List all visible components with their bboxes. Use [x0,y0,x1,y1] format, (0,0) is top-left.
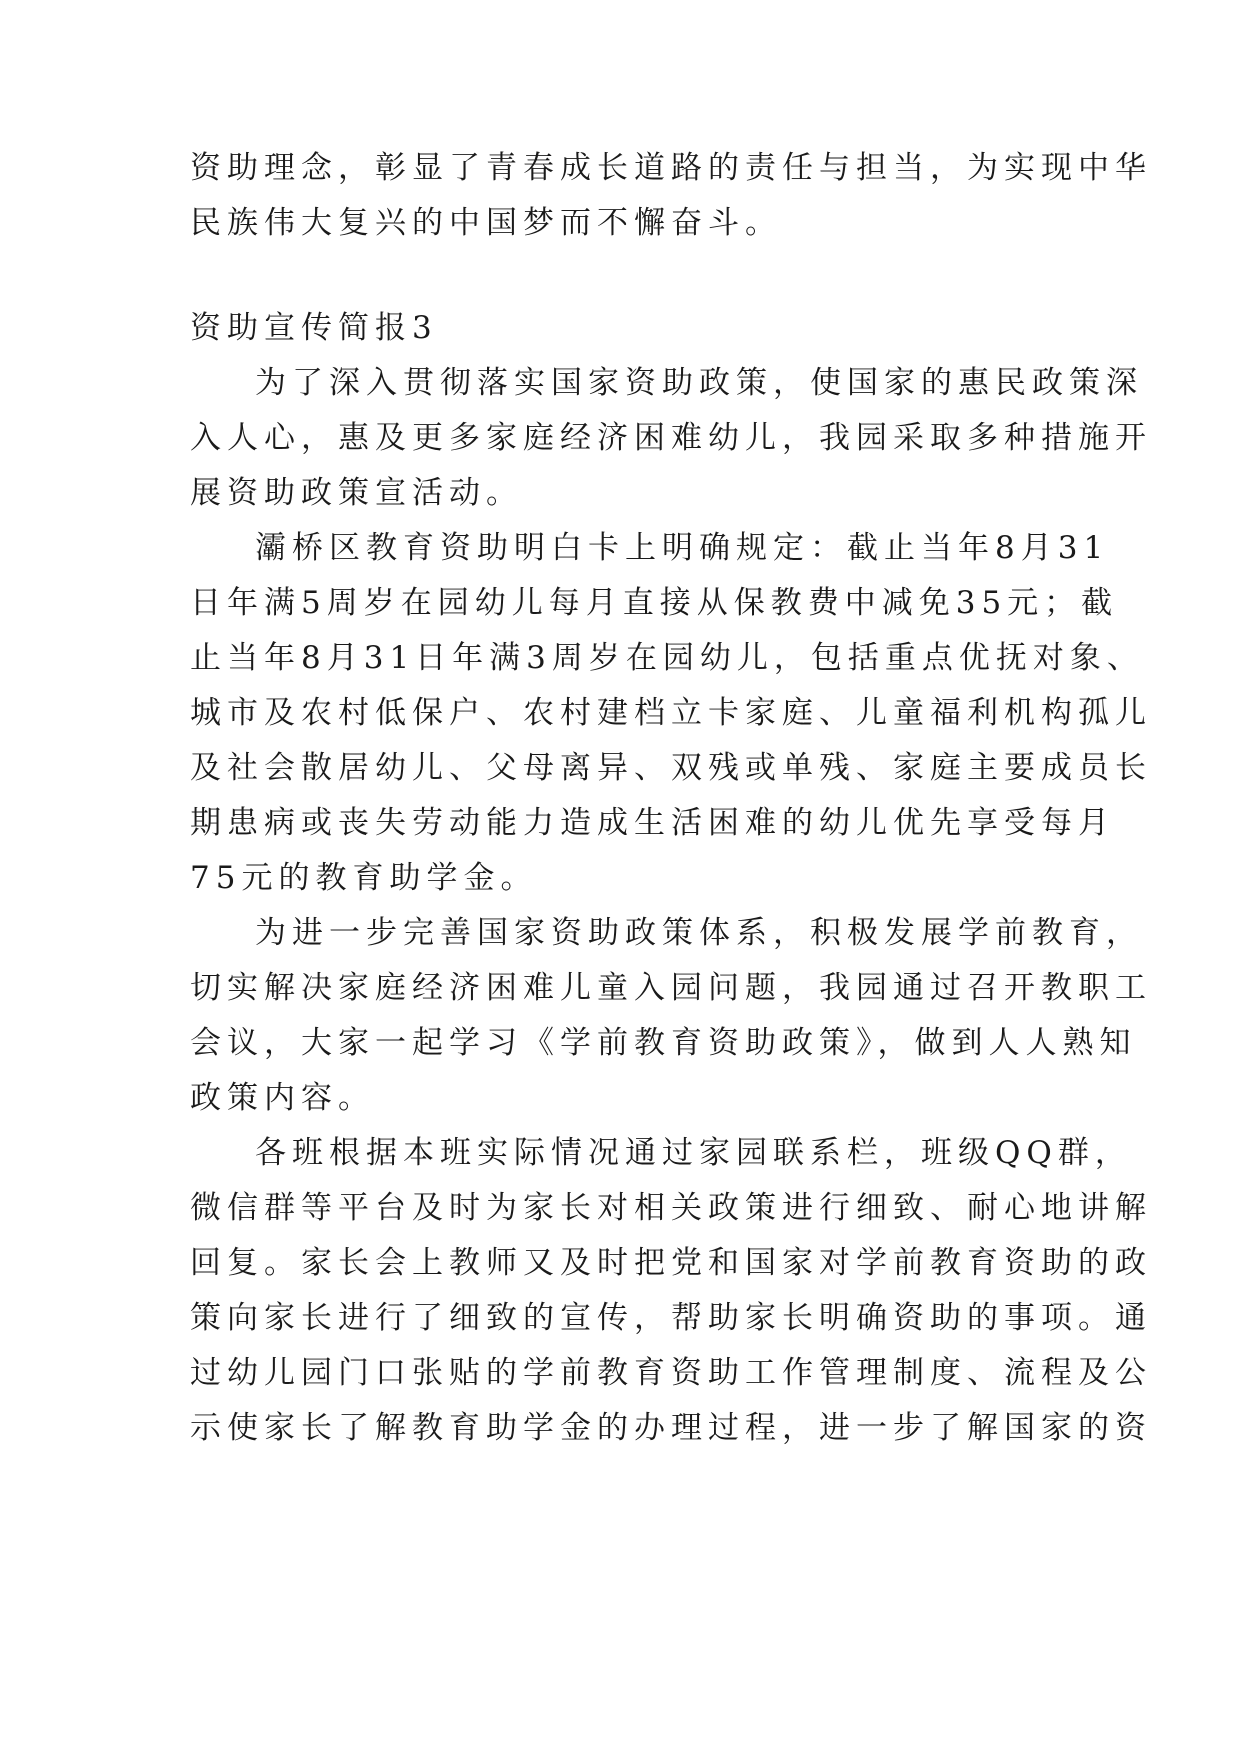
paragraph-line: 及社会散居幼儿、父母离异、双残或单残、家庭主要成员长 [190,750,1152,786]
paragraph-line: 75元的教育助学金。 [190,860,538,896]
paragraph-line: 会议，大家一起学习《学前教育资助政策》，做到人人熟知 [190,1025,1137,1061]
paragraph-line: 灞桥区教育资助明白卡上明确规定：截止当年8月31 [255,530,1110,566]
paragraph-line: 为了深入贯彻落实国家资助政策，使国家的惠民政策深 [255,365,1143,401]
paragraph-line: 切实解决家庭经济困难儿童入园问题，我园通过召开教职工 [190,970,1152,1006]
paragraph-line: 回复。家长会上教师又及时把党和国家对学前教育资助的政 [190,1245,1152,1281]
paragraph-line: 民族伟大复兴的中国梦而不懈奋斗。 [190,205,782,241]
paragraph-line: 策向家长进行了细致的宣传，帮助家长明确资助的事项。通 [190,1300,1152,1336]
paragraph-line: 示使家长了解教育助学金的办理过程，进一步了解国家的资 [190,1410,1152,1446]
paragraph-line: 止当年8月31日年满3周岁在园幼儿，包括重点优抚对象、 [190,640,1144,676]
paragraph-line: 资助理念，彰显了青春成长道路的责任与担当，为实现中华 [190,150,1152,186]
paragraph-line: 过幼儿园门口张贴的学前教育资助工作管理制度、流程及公 [190,1355,1152,1391]
paragraph-line: 期患病或丧失劳动能力造成生活困难的幼儿优先享受每月 [190,805,1115,841]
paragraph-line: 城市及农村低保户、农村建档立卡家庭、儿童福利机构孤儿 [190,695,1152,731]
paragraph-line: 入人心，惠及更多家庭经济困难幼儿，我园采取多种措施开 [190,420,1152,456]
paragraph-line: 展资助政策宣活动。 [190,475,523,511]
paragraph-line: 各班根据本班实际情况通过家园联系栏，班级QQ群， [255,1135,1132,1171]
paragraph-line: 微信群等平台及时为家长对相关政策进行细致、耐心地讲解 [190,1190,1152,1226]
section-heading: 资助宣传简报3 [190,310,438,346]
paragraph-line: 为进一步完善国家资助政策体系，积极发展学前教育， [255,915,1143,951]
paragraph-line: 日年满5周岁在园幼儿每月直接从保教费中减免35元；截 [190,585,1119,621]
paragraph-line: 政策内容。 [190,1080,375,1116]
